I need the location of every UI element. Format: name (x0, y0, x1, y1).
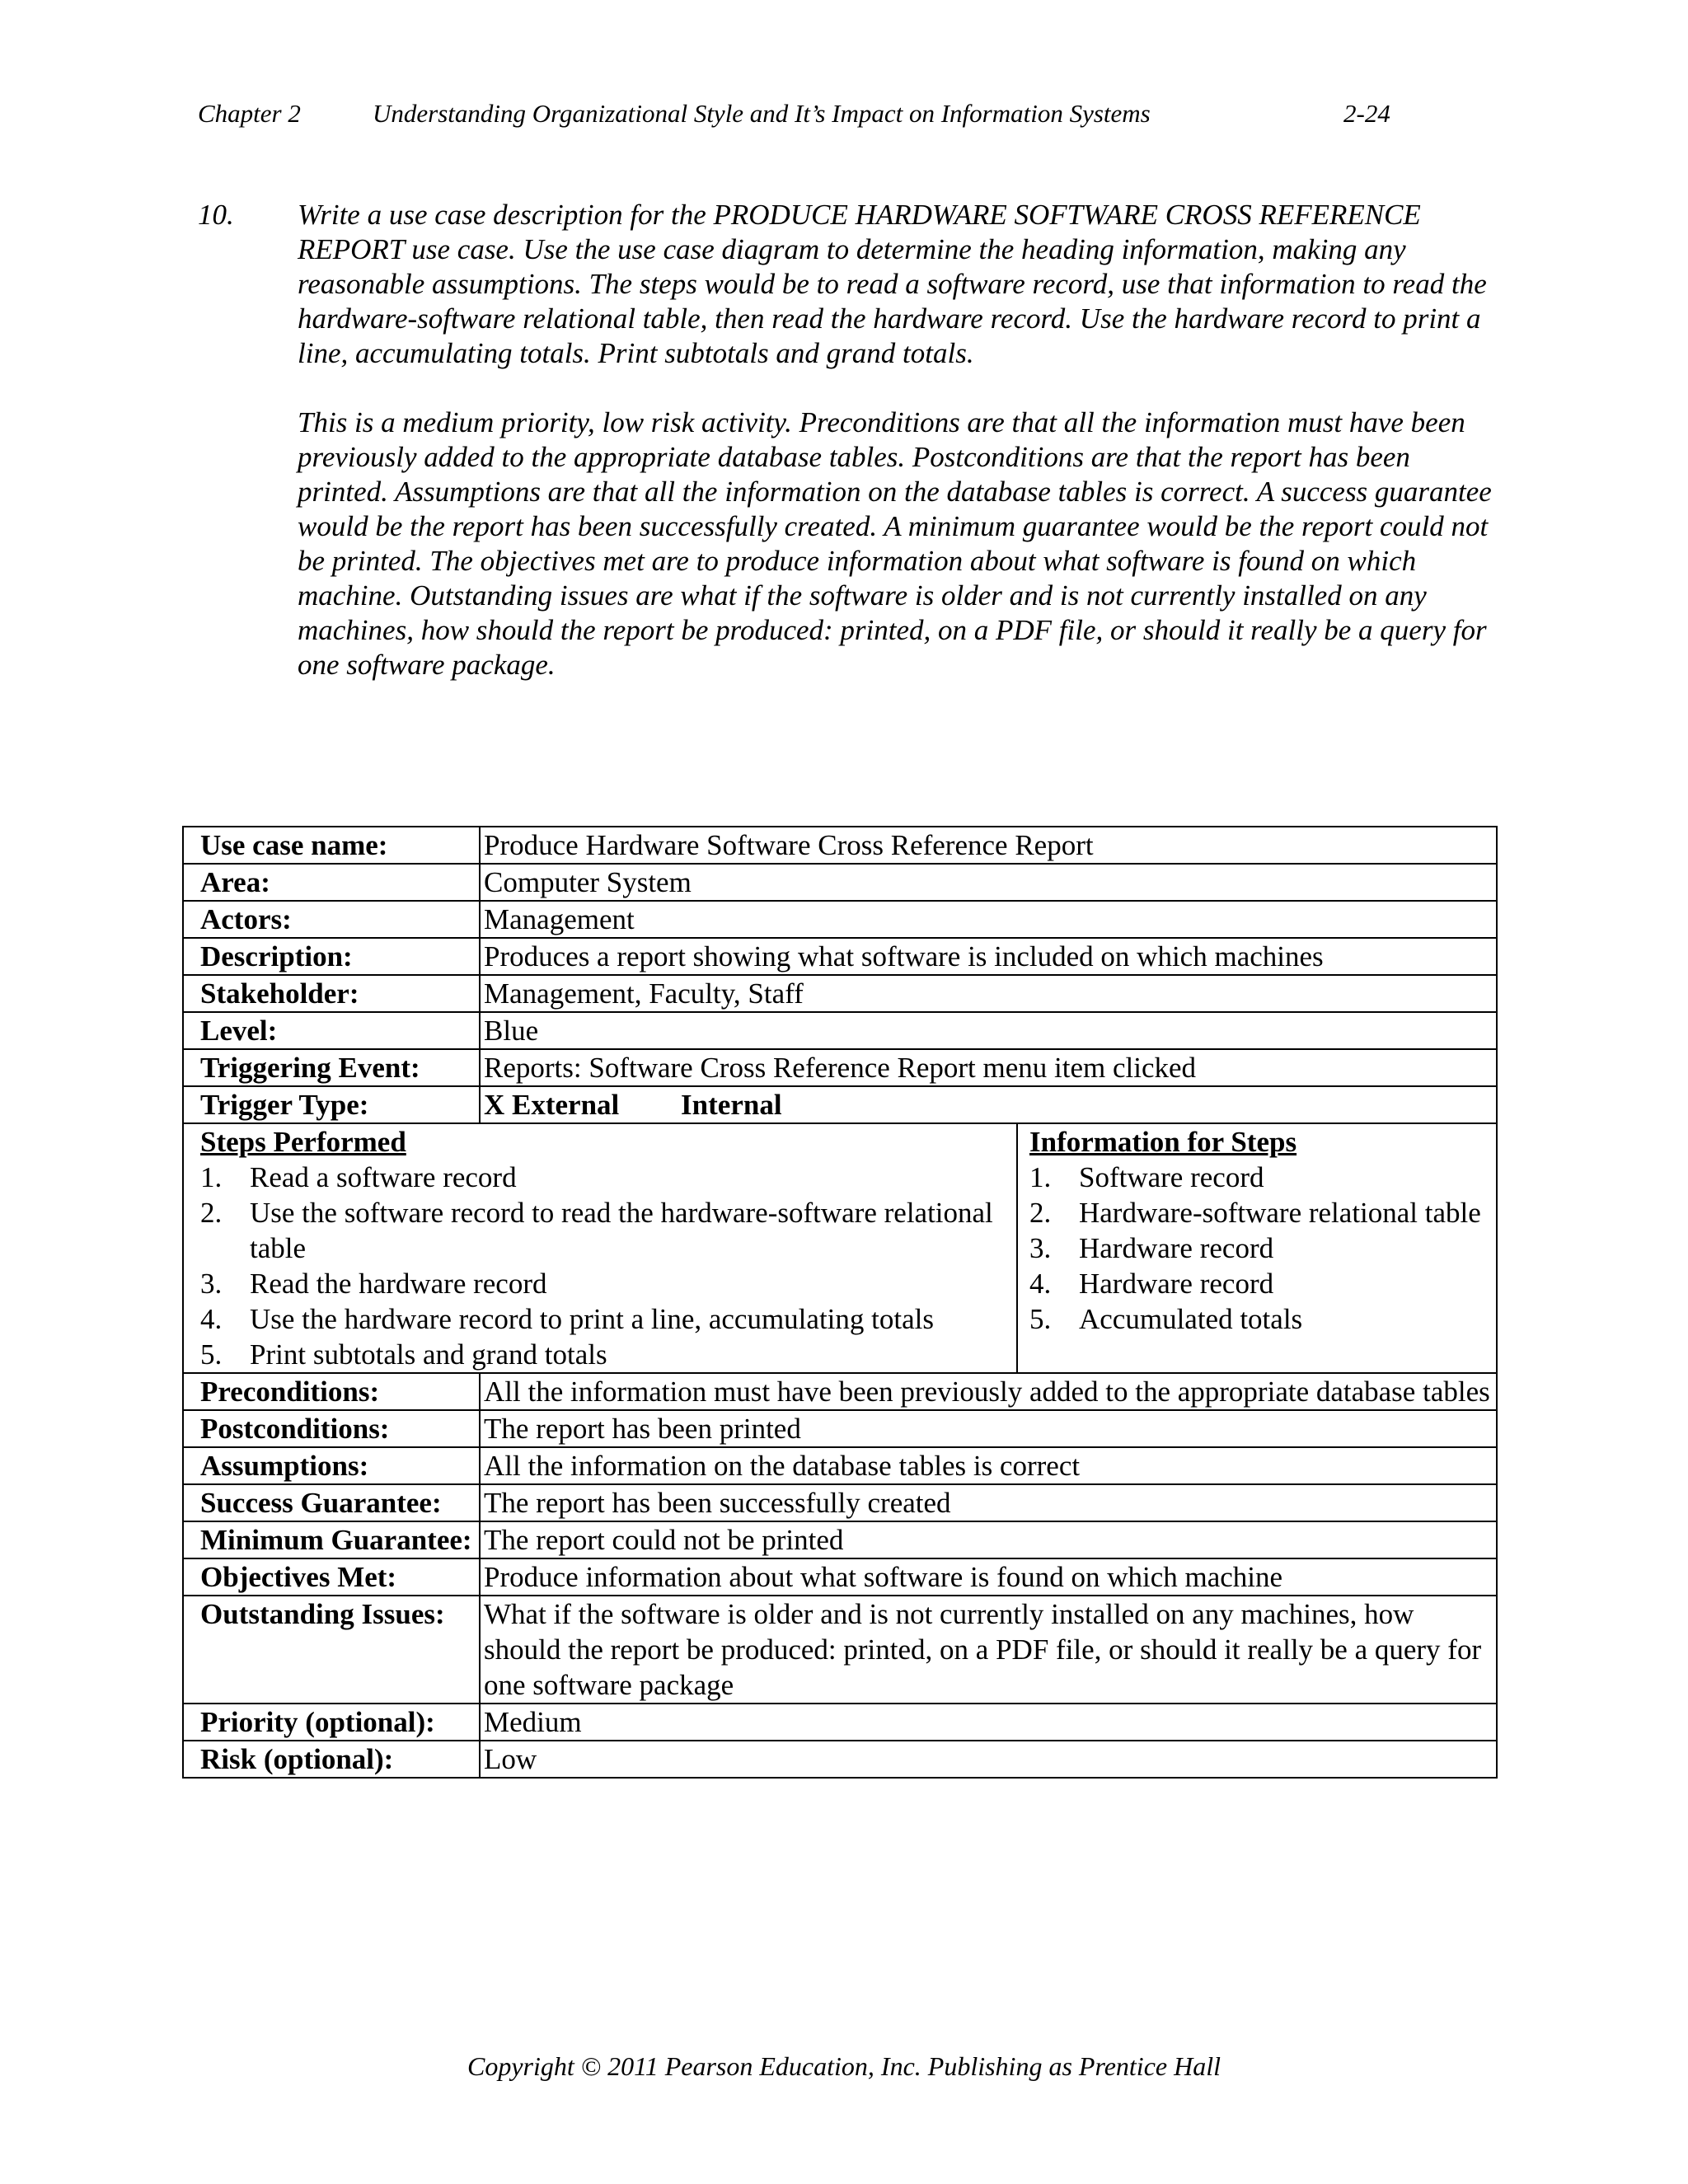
information-for-steps (1018, 1124, 1496, 1372)
row-label: Priority (optional): (183, 1704, 480, 1741)
question-number: 10. (198, 199, 234, 231)
info-list (1029, 1160, 1496, 1337)
row-label: Objectives Met: (183, 1558, 480, 1596)
row-value: The report has been successfully created (480, 1484, 1497, 1521)
row-label: Triggering Event: (183, 1049, 480, 1086)
row-value: Produce Hardware Software Cross Reference Report (480, 827, 1497, 864)
row-value: Management (480, 901, 1497, 938)
chapter-title: Understanding Organizational Style and It’s Impact on Information Systems (373, 99, 1151, 128)
table-row (183, 1086, 1497, 1123)
row-label: Preconditions: (183, 1373, 480, 1410)
row-value: Blue (480, 1012, 1497, 1049)
trigger-external: X External (484, 1089, 620, 1121)
row-value: Produces a report showing what software is included on which machines (480, 938, 1497, 975)
table-row (183, 975, 1497, 1012)
row-label: Actors: (183, 901, 480, 938)
list-item: 1. Software record (1029, 1161, 1264, 1193)
table-row (183, 1741, 1497, 1778)
steps-cell (183, 1123, 1497, 1373)
row-value: What if the software is older and is not currently installed on any machines, how should the report be produced: printed, on a PDF file, or should it really be a query for one software package (480, 1596, 1497, 1704)
table-row (183, 1596, 1497, 1704)
info-header: Information for Steps (1029, 1126, 1297, 1158)
table-row (183, 1704, 1497, 1741)
row-value: All the information on the database tables is correct (480, 1447, 1497, 1484)
row-label: Stakeholder: (183, 975, 480, 1012)
list-item: 4. Hardware record (1029, 1268, 1274, 1300)
steps-performed (184, 1124, 1018, 1372)
chapter-label: Chapter 2 (198, 99, 301, 128)
list-item: 3. Hardware record (1029, 1232, 1274, 1264)
table-row (183, 1410, 1497, 1447)
row-label: Outstanding Issues: (183, 1596, 480, 1704)
copyright-footer: Copyright © 2011 Pearson Education, Inc. Publishing as Prentice Hall (467, 2051, 1221, 2081)
table-row (183, 938, 1497, 975)
table-row (183, 827, 1497, 864)
list-item: 2. Use the software record to read the hardware-software relational table (200, 1197, 993, 1264)
row-label: Use case name: (183, 827, 480, 864)
question-paragraph-1: Write a use case description for the PRODUCE HARDWARE SOFTWARE CROSS REFERENCE REPORT use case. Use the use case diagram to determine the heading information, making any reasonable assumptions. The steps would be to read a software record, use that information to read the hardware-software relational table, then read the hardware record. Use the hardware record to print a line, accumulating totals. Print subtotals and grand totals. (298, 199, 1487, 369)
row-value: The report could not be printed (480, 1521, 1497, 1558)
list-item: 4. Use the hardware record to print a line, accumulating totals (200, 1303, 934, 1335)
row-value: Computer System (480, 864, 1497, 901)
table-row (183, 1484, 1497, 1521)
use-case-table (182, 826, 1498, 1779)
row-label: Trigger Type: (183, 1086, 480, 1123)
row-label: Postconditions: (183, 1410, 480, 1447)
steps-list (200, 1160, 1016, 1372)
list-item: 5. Print subtotals and grand totals (200, 1338, 607, 1371)
row-label: Risk (optional): (183, 1741, 480, 1778)
row-value: Medium (480, 1704, 1497, 1741)
question-paragraph-2: This is a medium priority, low risk activity. Preconditions are that all the information must have been previously added to the appropriate database tables. Postconditions are that the report has been printed. Assumptions are that all the information on the database tables is correct. A success guarantee would be the report has been successfully created. A minimum guarantee would be the report could not be printed. The objectives met are to produce information about what software is found on which machine. Outstanding issues are what if the software is older and is not currently installed on any machines, how should the report be produced: printed, on a PDF file, or should it really be a query for one software package. (298, 406, 1492, 681)
list-item: 1. Read a software record (200, 1161, 517, 1193)
steps-row (183, 1123, 1497, 1373)
row-value: The report has been printed (480, 1410, 1497, 1447)
row-label: Minimum Guarantee: (183, 1521, 480, 1558)
row-label: Area: (183, 864, 480, 901)
row-label: Level: (183, 1012, 480, 1049)
page-number: 2-24 (1343, 99, 1390, 128)
table-row (183, 1373, 1497, 1410)
steps-header: Steps Performed (200, 1126, 406, 1158)
table-row (183, 1558, 1497, 1596)
row-value (480, 1086, 1497, 1123)
row-value: Management, Faculty, Staff (480, 975, 1497, 1012)
list-item: 2. Hardware-software relational table (1029, 1197, 1481, 1229)
row-value: Produce information about what software is found on which machine (480, 1558, 1497, 1596)
row-label: Description: (183, 938, 480, 975)
table-row (183, 1521, 1497, 1558)
table-row (183, 901, 1497, 938)
question-body (298, 198, 1493, 717)
table-row (183, 1012, 1497, 1049)
table-row (183, 864, 1497, 901)
row-value: Reports: Software Cross Reference Report menu item clicked (480, 1049, 1497, 1086)
row-value: Low (480, 1741, 1497, 1778)
list-item: 3. Read the hardware record (200, 1268, 547, 1300)
row-value: All the information must have been previously added to the appropriate database tables (480, 1373, 1497, 1410)
trigger-internal: Internal (681, 1089, 782, 1121)
table-row (183, 1049, 1497, 1086)
row-label: Assumptions: (183, 1447, 480, 1484)
row-label: Success Guarantee: (183, 1484, 480, 1521)
list-item: 5. Accumulated totals (1029, 1303, 1303, 1335)
table-row (183, 1447, 1497, 1484)
